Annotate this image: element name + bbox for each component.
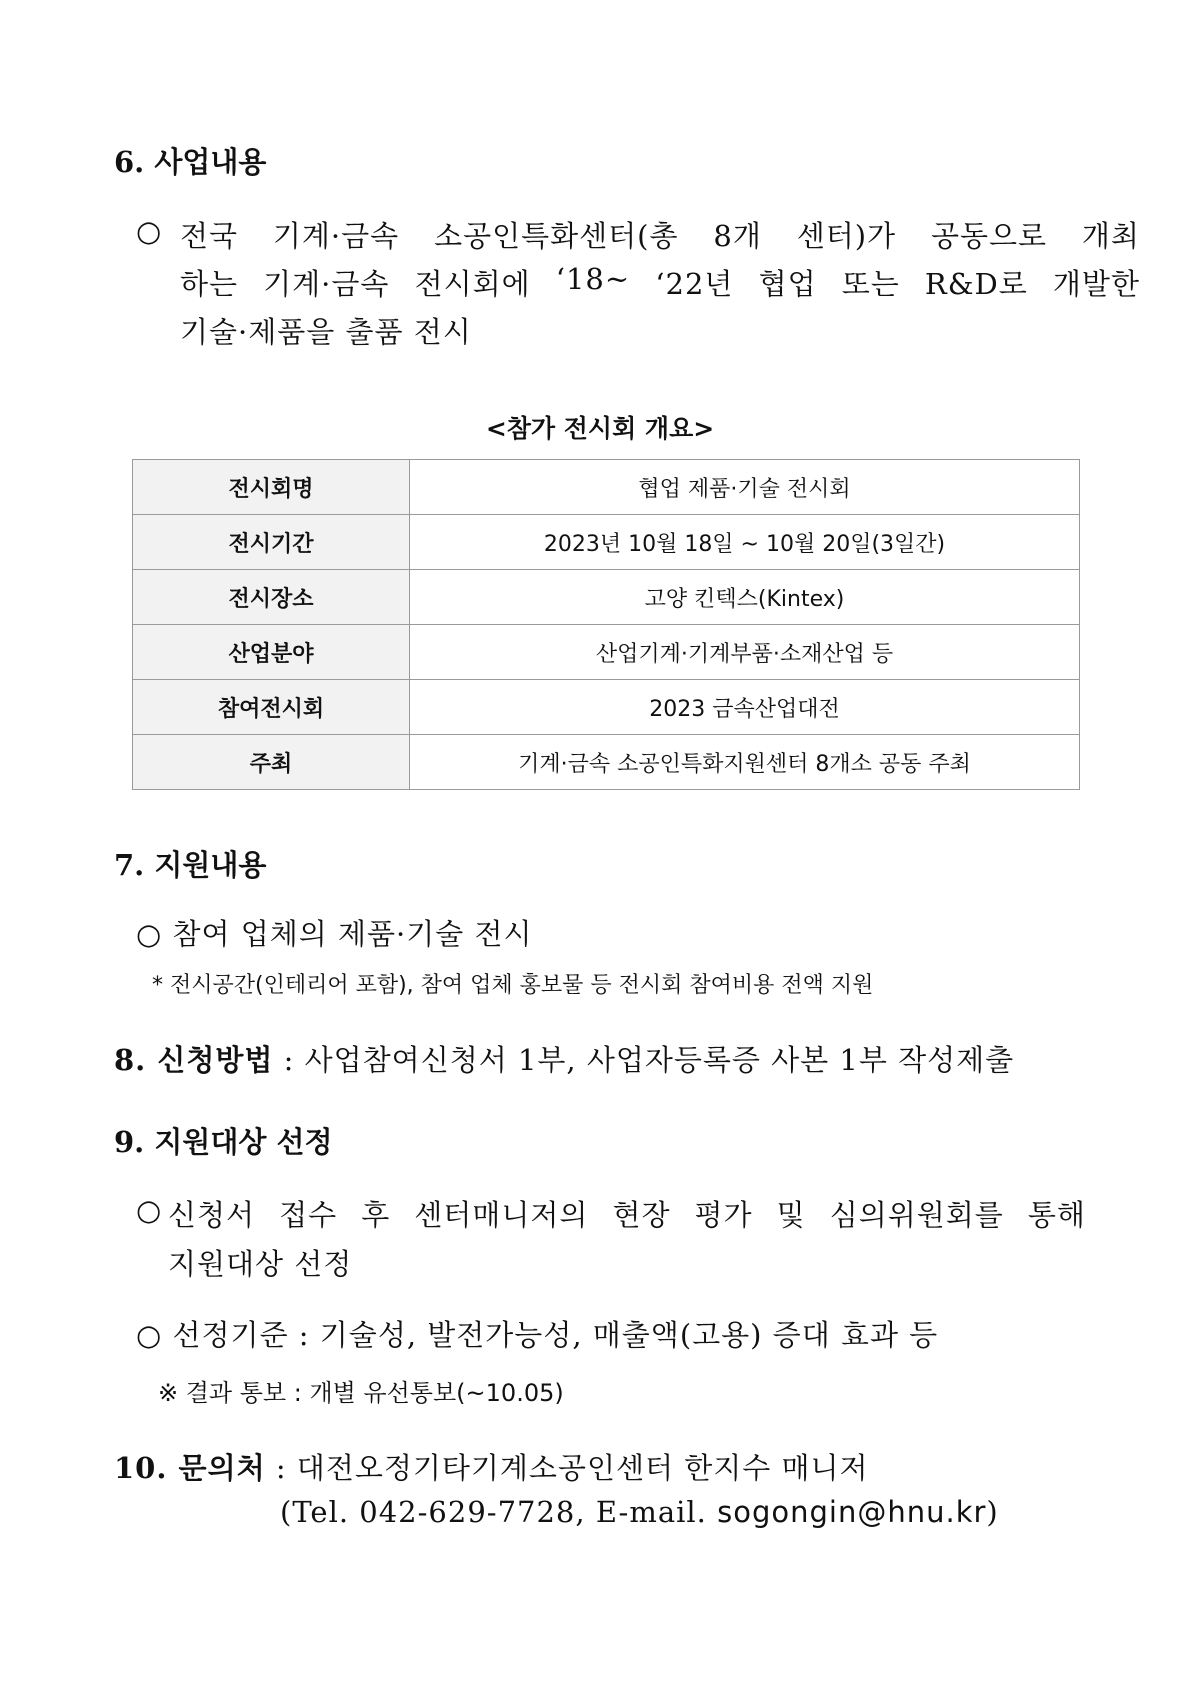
row-value: 2023 금속산업대전 [410,680,1080,735]
row-value: 2023년 10월 18일 ~ 10월 20일(3일간) [410,515,1080,570]
bullet-circle: ○ [136,1193,163,1227]
s6-line2-word: ‘22년 [655,267,734,301]
section-8-text: : 사업참여신청서 1부, 사업자등록증 사본 1부 작성제출 [283,1043,1015,1077]
table-row [133,570,1080,625]
s9-line1-word: 접수 [279,1198,338,1232]
s6-line2-word: 협업 [758,267,817,301]
exhibition-overview-table [132,459,1080,790]
section-6-line-2 [180,262,1140,303]
row-label: 참여전시회 [133,680,410,735]
s6-line1-word: 소공인특화센터(총 [434,219,679,253]
s6-line1-word: 개최 [1081,219,1140,253]
section-7-title: 7. 지원내용 [114,848,267,882]
bullet-circle: ○ [136,214,163,248]
section-9-result: ※ 결과 통보 : 개별 유선통보(~10.05) [158,1379,564,1407]
section-7-item: ○ 참여 업체의 제품·기술 전시 [136,917,533,951]
s6-line2-word: 개발한 [1052,267,1140,301]
s6-line1-word: 공동으로 [930,219,1048,253]
section-6-line-3: 기술·제품을 출품 전시 [180,315,472,349]
table-row [133,680,1080,735]
section-6-line-1 [180,214,1140,255]
row-label: 전시회명 [133,460,410,515]
s9-line1-word: 신청서 [168,1198,256,1232]
row-value: 고양 킨텍스(Kintex) [410,570,1080,625]
s6-line2-word: R&D로 [924,267,1028,301]
s9-line1-word: 통해 [1027,1198,1086,1232]
s9-line1-word: 및 [776,1198,806,1232]
s6-line2-word: 또는 [841,267,900,301]
s6-line1-word: 전국 [180,219,239,253]
s6-line1-word: 기계·금속 [272,219,400,253]
section-9-title: 9. 지원대상 선정 [114,1125,333,1159]
contact-email: sogongin@hnu.kr [717,1495,987,1529]
table-row [133,515,1080,570]
section-9-line-2: 지원대상 선정 [168,1247,353,1281]
section-8 [114,1038,1014,1079]
s6-line2-word: 전시회에 [414,267,531,301]
s6-line1-word: 센터)가 [796,219,897,253]
s6-line2-word: 하는 [180,267,239,301]
s6-line2-word: 기계·금속 [263,267,390,301]
section-10 [114,1446,869,1487]
section-6-title: 6. 사업내용 [114,145,267,179]
section-7-note: * 전시공간(인테리어 포함), 참여 업체 홍보물 등 전시회 참여비용 전액 지원 [152,973,874,998]
section-8-title: 8. 신청방법 [114,1043,274,1077]
row-value: 산업기계·기계부품·소재산업 등 [410,625,1080,680]
row-label: 전시기간 [133,515,410,570]
s9-line1-word: 센터매니저의 [414,1198,589,1232]
section-10-contact [280,1495,999,1529]
section-9-criteria: ○ 선정기준 : 기술성, 발전가능성, 매출액(고용) 증대 효과 등 [136,1318,939,1352]
s9-line1-word: 후 [361,1198,391,1232]
contact-phone: (Tel. 042-629-7728, E-mail. [280,1495,718,1529]
table-row [133,625,1080,680]
contact-close: ) [986,1495,999,1529]
row-value: 협업 제품·기술 전시회 [410,460,1080,515]
s9-line1-word: 현장 [612,1198,671,1232]
s6-line2-word: ‘18~ [555,262,631,296]
row-label: 주최 [133,735,410,790]
table-row [133,460,1080,515]
s9-line1-word: 평가 [694,1198,753,1232]
section-9-line-1 [168,1193,1086,1234]
section-10-title: 10. 문의처 [114,1451,266,1485]
section-10-text: : 대전오정기타기계소공인센터 한지수 매니저 [275,1451,869,1485]
table-row [133,735,1080,790]
row-value: 기계·금속 소공인특화지원센터 8개소 공동 주최 [410,735,1080,790]
table-caption: <참가 전시회 개요> [485,414,715,443]
s6-line1-word: 8개 [713,219,762,253]
s9-line1-word: 심의위원회를 [829,1198,1004,1232]
row-label: 산업분야 [133,625,410,680]
row-label: 전시장소 [133,570,410,625]
